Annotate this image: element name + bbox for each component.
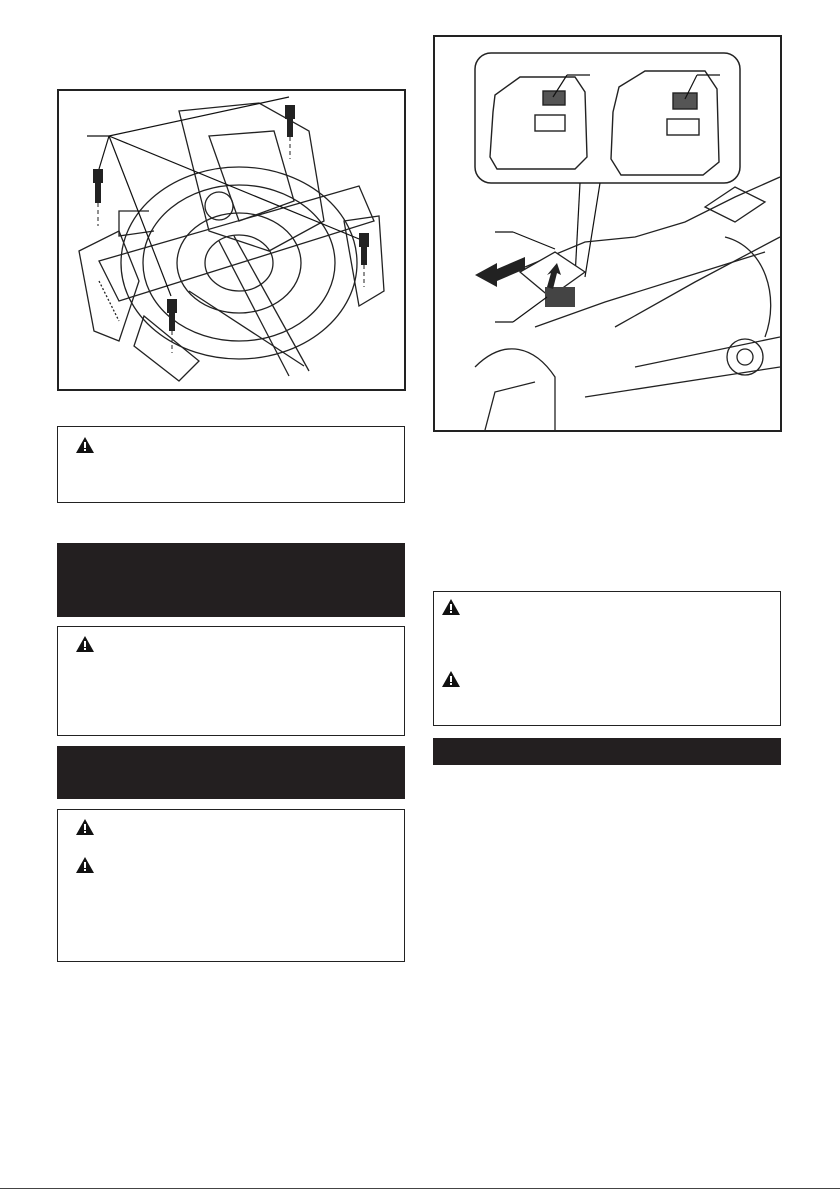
- warning-triangle-icon: [441, 598, 461, 616]
- insert-arrow-icon: [475, 257, 525, 287]
- battery-cartridge-installation-figure: [433, 35, 782, 432]
- section-header-bar-2: [57, 746, 405, 799]
- warning-box-1: [57, 426, 405, 503]
- page-bottom-rule: [0, 1188, 840, 1189]
- warning-triangle-icon: [75, 635, 95, 653]
- section-header-bar-3: [433, 738, 781, 765]
- warning-box-2: [57, 626, 405, 736]
- warning-triangle-icon: [75, 856, 95, 874]
- warning-triangle-icon: [75, 818, 95, 836]
- warning-box-3: [57, 809, 405, 962]
- miter-saw-drawing: [59, 91, 404, 389]
- miter-saw-bolt-mounting-figure: [57, 89, 406, 391]
- warning-triangle-icon: [441, 670, 461, 688]
- warning-box-4: [433, 591, 781, 726]
- warning-triangle-icon: [75, 436, 95, 454]
- section-header-bar-1: [57, 543, 405, 617]
- battery-drawing: [435, 37, 780, 430]
